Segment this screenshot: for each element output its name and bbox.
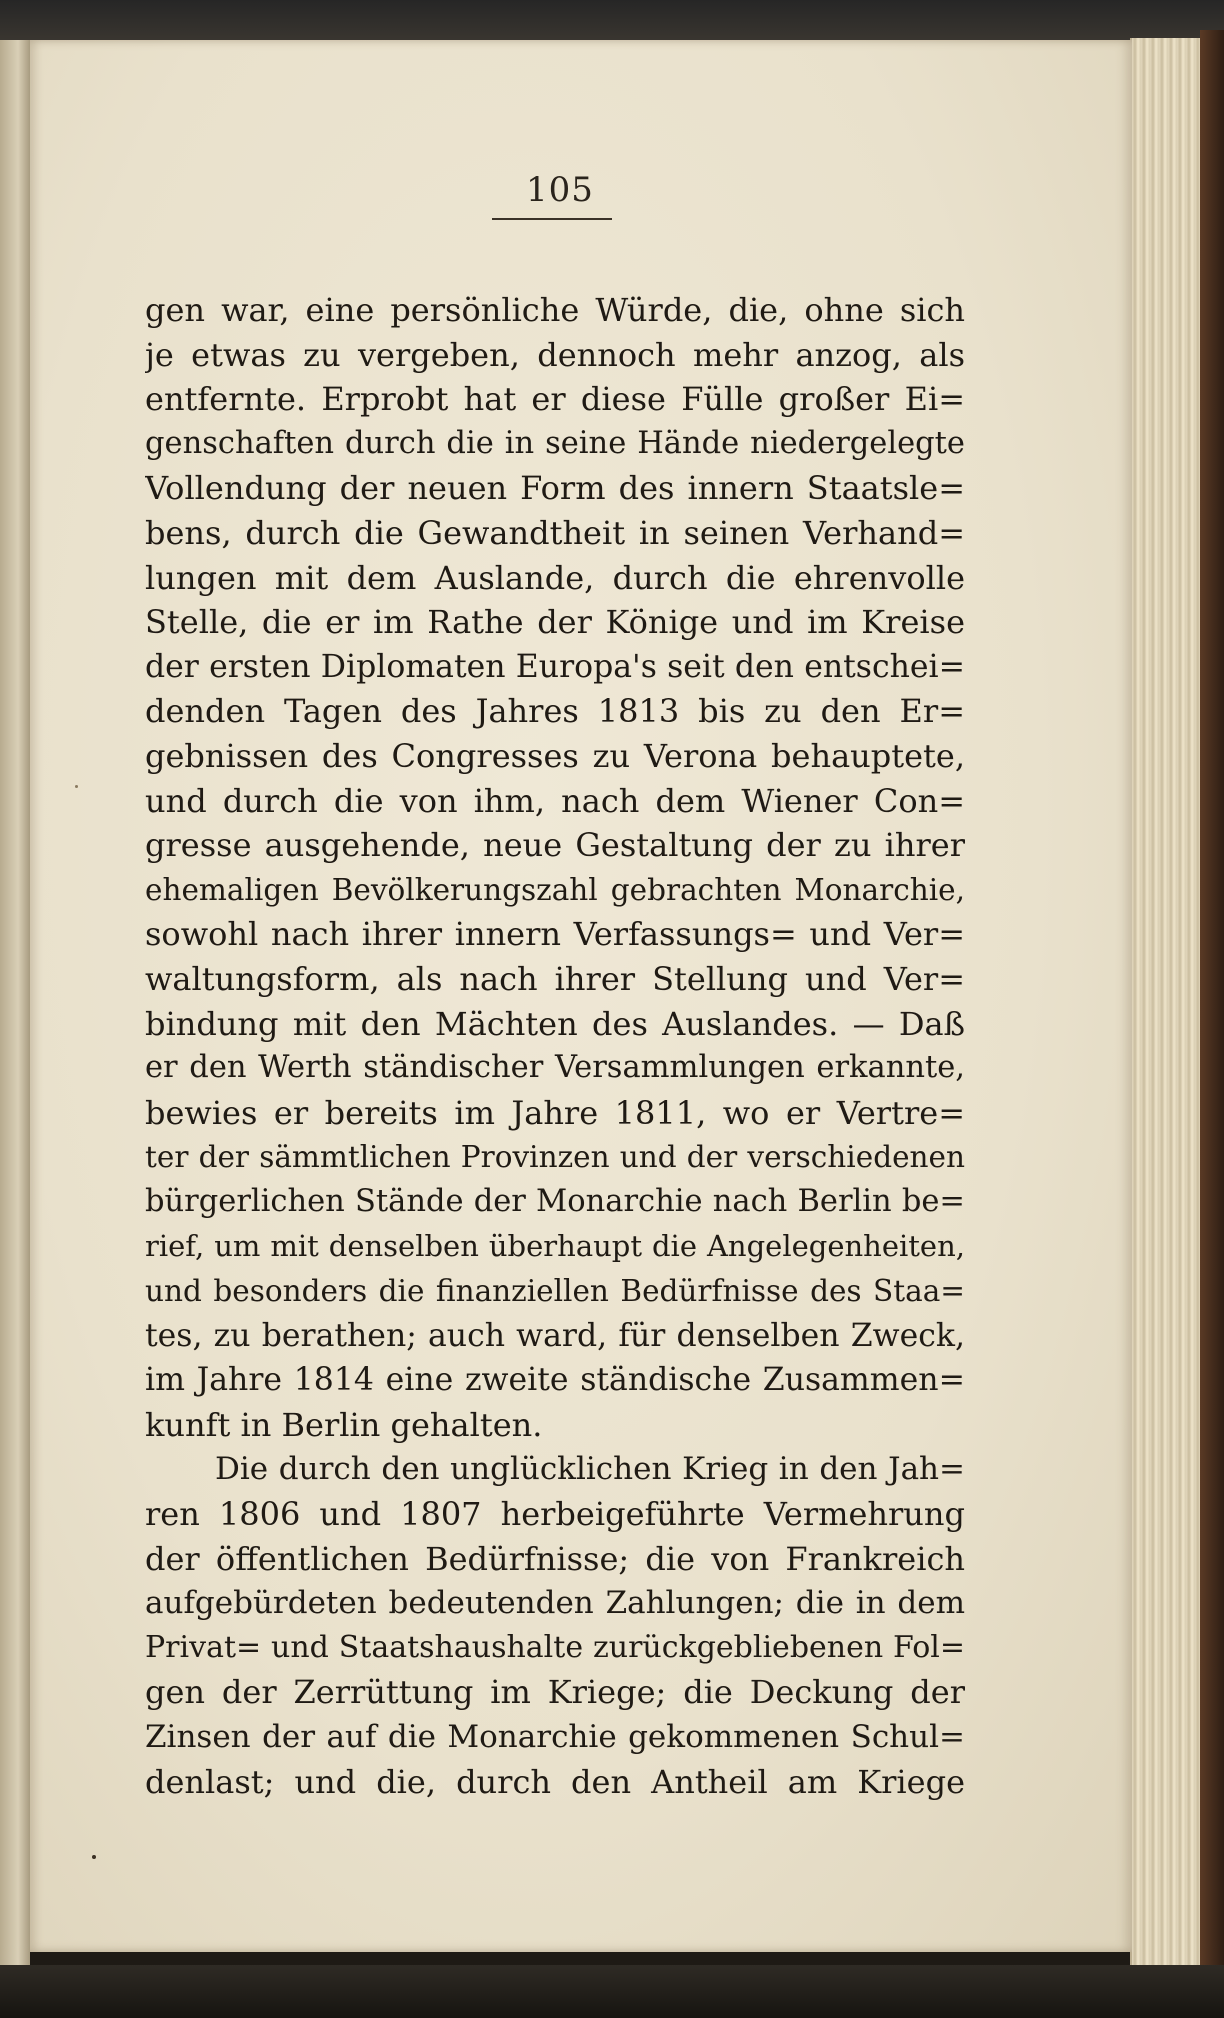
binding-bottom <box>0 1965 1224 2018</box>
text-line: bindung mit den Mächten des Auslandes. — Daß <box>145 1004 965 1043</box>
text-line: und durch die von ihm, nach dem Wiener Con= <box>145 781 965 820</box>
text-line: entfernte. Erprobt hat er diese Fülle großer Ei= <box>145 380 965 419</box>
cover-edge <box>1200 30 1224 1975</box>
text-line: sowohl nach ihrer innern Verfassungs= und Ver= <box>145 915 965 954</box>
text-line: ehemaligen Bevölkerungszahl gebrachten Monarchie, <box>145 872 965 907</box>
text-line: gebnissen des Congresses zu Verona behauptete, <box>145 736 965 775</box>
text-line: Vollendung der neuen Form des innern Staatsle= <box>145 469 965 508</box>
text-line: rief, um mit denselben überhaupt die Angelegenheiten, <box>145 1229 965 1264</box>
text-line: lungen mit dem Auslande, durch die ehrenvolle <box>145 558 965 597</box>
text-line: tes, zu berathen; auch ward, für denselben Zweck, <box>145 1317 965 1354</box>
text-line: gresse ausgehende, neue Gestaltung der zu ihrer <box>145 826 965 865</box>
text-line: bürgerlichen Stände der Monarchie nach Berlin be= <box>145 1183 965 1219</box>
binding-top <box>0 0 1224 42</box>
text-line: der öffentlichen Bedürfnisse; die von Frankreich <box>145 1539 965 1578</box>
left-page-edge <box>0 40 30 1970</box>
page-number-rule <box>492 218 612 220</box>
text-line: je etwas zu vergeben, dennoch mehr anzog, als <box>145 335 965 374</box>
text-line: und besonders die finanziellen Bedürfnisse des Staa= <box>145 1274 965 1309</box>
text-line: im Jahre 1814 eine zweite ständische Zusammen= <box>145 1362 965 1399</box>
text-line: gen der Zerrüttung im Kriege; die Deckung der <box>145 1673 965 1712</box>
text-line: Die durch den unglücklichen Krieg in den Jah= <box>215 1451 965 1488</box>
text-line: der ersten Diplomaten Europa's seit den entschei= <box>145 648 965 685</box>
page-number: 105 <box>526 170 594 210</box>
text-line: bewies er bereits im Jahre 1811, wo er Vertre= <box>145 1093 965 1132</box>
text-line: gen war, eine persönliche Würde, die, ohne sich <box>145 291 965 329</box>
text-line: waltungsform, als nach ihrer Stellung und Ver= <box>145 959 965 998</box>
text-line: bens, durch die Gewandtheit in seinen Verhand= <box>145 513 965 552</box>
page-text <box>145 288 965 1804</box>
paper-speck <box>92 1855 96 1859</box>
text-line: er den Werth ständischer Versammlungen erkannte, <box>145 1050 965 1086</box>
text-line: Zinsen der auf die Monarchie gekommenen Schul= <box>145 1719 965 1755</box>
text-line: denlast; und die, durch den Antheil am Kriege <box>145 1762 965 1801</box>
paper-speck <box>75 785 78 788</box>
text-line: denden Tagen des Jahres 1813 bis zu den Er= <box>145 692 965 731</box>
text-line: ren 1806 und 1807 herbeigeführte Vermehrung <box>145 1495 965 1534</box>
text-line: ter der sämmtlichen Provinzen und der verschiedenen <box>145 1140 965 1175</box>
text-line: Privat= und Staatshaushalte zurückgebliebenen Fol= <box>145 1629 965 1665</box>
text-line: aufgebürdeten bedeutenden Zahlungen; die in dem <box>145 1585 965 1622</box>
text-line: kunft in Berlin gehalten. <box>145 1405 543 1444</box>
book-page <box>30 40 1132 1952</box>
text-line: Stelle, die er im Rathe der Könige und im Kreise <box>145 603 965 642</box>
text-line: genschaften durch die in seine Hände niedergelegte <box>145 425 965 461</box>
